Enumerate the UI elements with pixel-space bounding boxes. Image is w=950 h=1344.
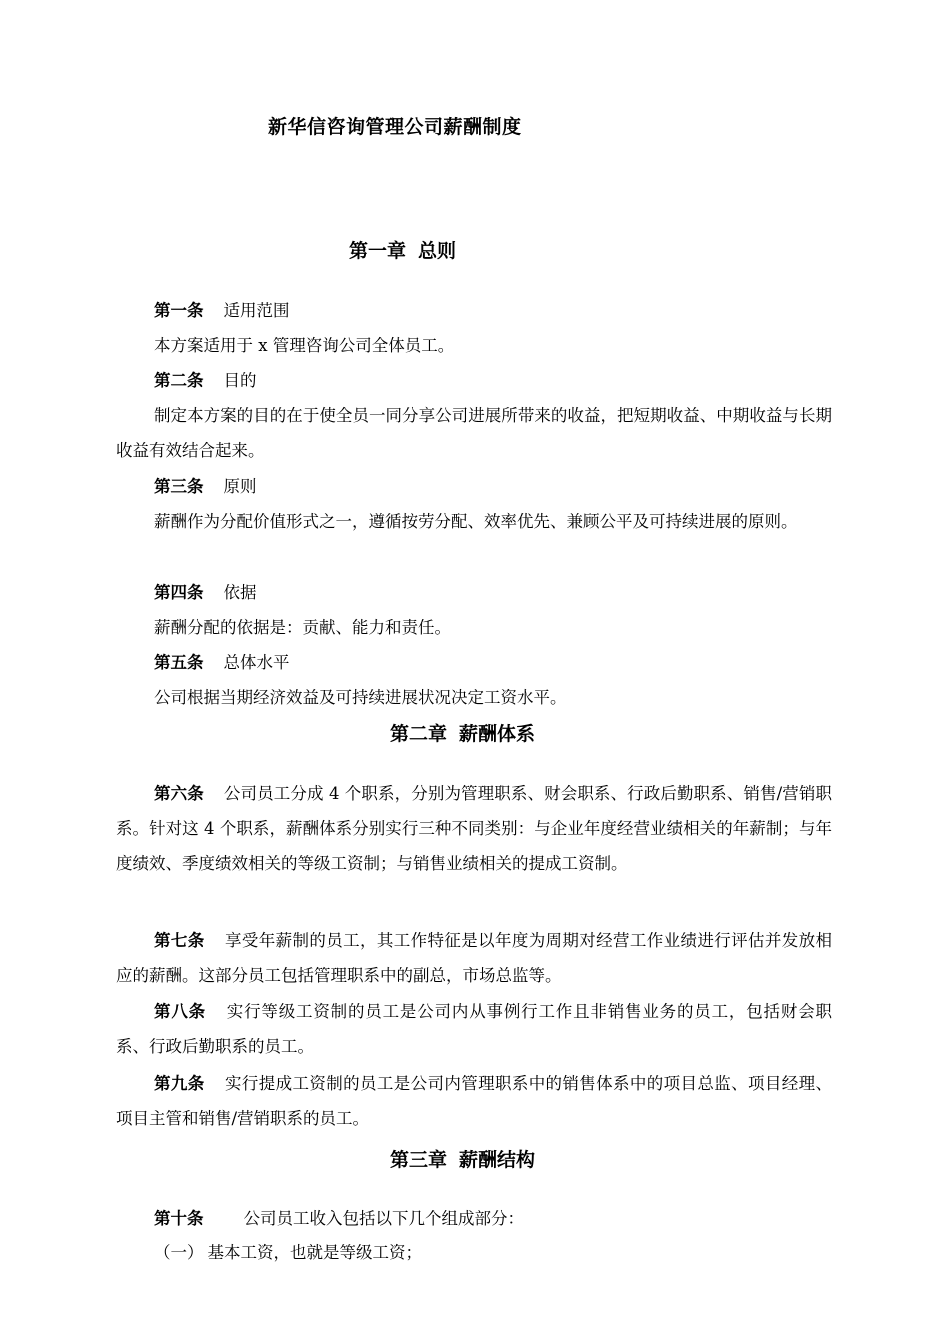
article-7 xyxy=(116,923,832,993)
article-heading: 总体水平 xyxy=(223,653,290,672)
article-3-body: 薪酬作为分配价值形式之一，遵循按劳分配、效率优先、兼顾公平及可持续进展的原则。 xyxy=(154,512,798,531)
chapter-1-label: 第一章 xyxy=(349,240,407,262)
article-6 xyxy=(116,776,832,881)
chapter-2-name: 薪酬体系 xyxy=(459,723,536,745)
article-heading: 目的 xyxy=(223,371,257,390)
chapter-3-label: 第三章 xyxy=(390,1149,448,1171)
article-body: 公司员工收入包括以下几个组成部分： xyxy=(243,1209,524,1228)
chapter-2-heading xyxy=(390,719,535,746)
article-2-header xyxy=(154,371,257,391)
article-8 xyxy=(116,994,832,1064)
article-4-header xyxy=(154,583,257,603)
list-item-text: 基本工资，也就是等级工资； xyxy=(207,1243,422,1262)
article-label: 第四条 xyxy=(154,583,204,602)
chapter-2-label: 第二章 xyxy=(390,723,448,745)
article-body: 公司员工分成 4 个职系，分别为管理职系、财会职系、行政后勤职系、销售/营销职系。针对这 4 个职系，薪酬体系分别实行三种不同类别：与企业年度经营业绩相关的年薪制；与年度绩效、季度绩效相关的等级工资制；与销售业绩相关的提成工资制。 xyxy=(116,784,833,873)
article-heading: 适用范围 xyxy=(223,301,290,320)
article-body: 实行等级工资制的员工是公司内从事例行工作且非销售业务的员工，包括财会职系、行政后勤职系的员工。 xyxy=(116,1002,833,1056)
article-5-header xyxy=(154,653,290,673)
chapter-1-name: 总则 xyxy=(418,240,457,262)
chapter-3-name: 薪酬结构 xyxy=(459,1149,536,1171)
article-1-header xyxy=(154,301,290,321)
list-item-marker: （一） xyxy=(154,1243,204,1262)
article-1-body: 本方案适用于 x 管理咨询公司全体员工。 xyxy=(154,336,455,355)
article-label: 第八条 xyxy=(154,1002,206,1021)
chapter-1-heading xyxy=(349,236,456,263)
article-heading: 依据 xyxy=(223,583,257,602)
article-label: 第九条 xyxy=(154,1074,205,1093)
chapter-3-heading xyxy=(390,1145,535,1172)
article-9 xyxy=(116,1066,832,1136)
article-label: 第二条 xyxy=(154,371,204,390)
article-5-body: 公司根据当期经济效益及可持续进展状况决定工资水平。 xyxy=(154,688,567,707)
article-label: 第七条 xyxy=(154,931,205,950)
article-label: 第五条 xyxy=(154,653,204,672)
article-label: 第六条 xyxy=(154,784,204,803)
article-label: 第一条 xyxy=(154,301,204,320)
article-body: 享受年薪制的员工，其工作特征是以年度为周期对经营工作业绩进行评估并发放相应的薪酬。这部分员工包括管理职系中的副总，市场总监等。 xyxy=(116,931,833,985)
article-label: 第十条 xyxy=(154,1209,204,1228)
list-item xyxy=(154,1243,422,1263)
article-label: 第三条 xyxy=(154,477,204,496)
article-heading: 原则 xyxy=(223,477,257,496)
document-title: 新华信咨询管理公司薪酬制度 xyxy=(268,116,522,138)
article-body: 实行提成工资制的员工是公司内管理职系中的销售体系中的项目总监、项目经理、项目主管和销售/营销职系的员工。 xyxy=(116,1074,833,1128)
article-10 xyxy=(154,1209,524,1229)
article-2-body: 制定本方案的目的在于使全员一同分享公司进展所带来的收益，把短期收益、中期收益与长期收益有效结合起来。 xyxy=(116,406,832,460)
article-3-header xyxy=(154,477,257,497)
article-4-body: 薪酬分配的依据是：贡献、能力和责任。 xyxy=(154,618,451,637)
